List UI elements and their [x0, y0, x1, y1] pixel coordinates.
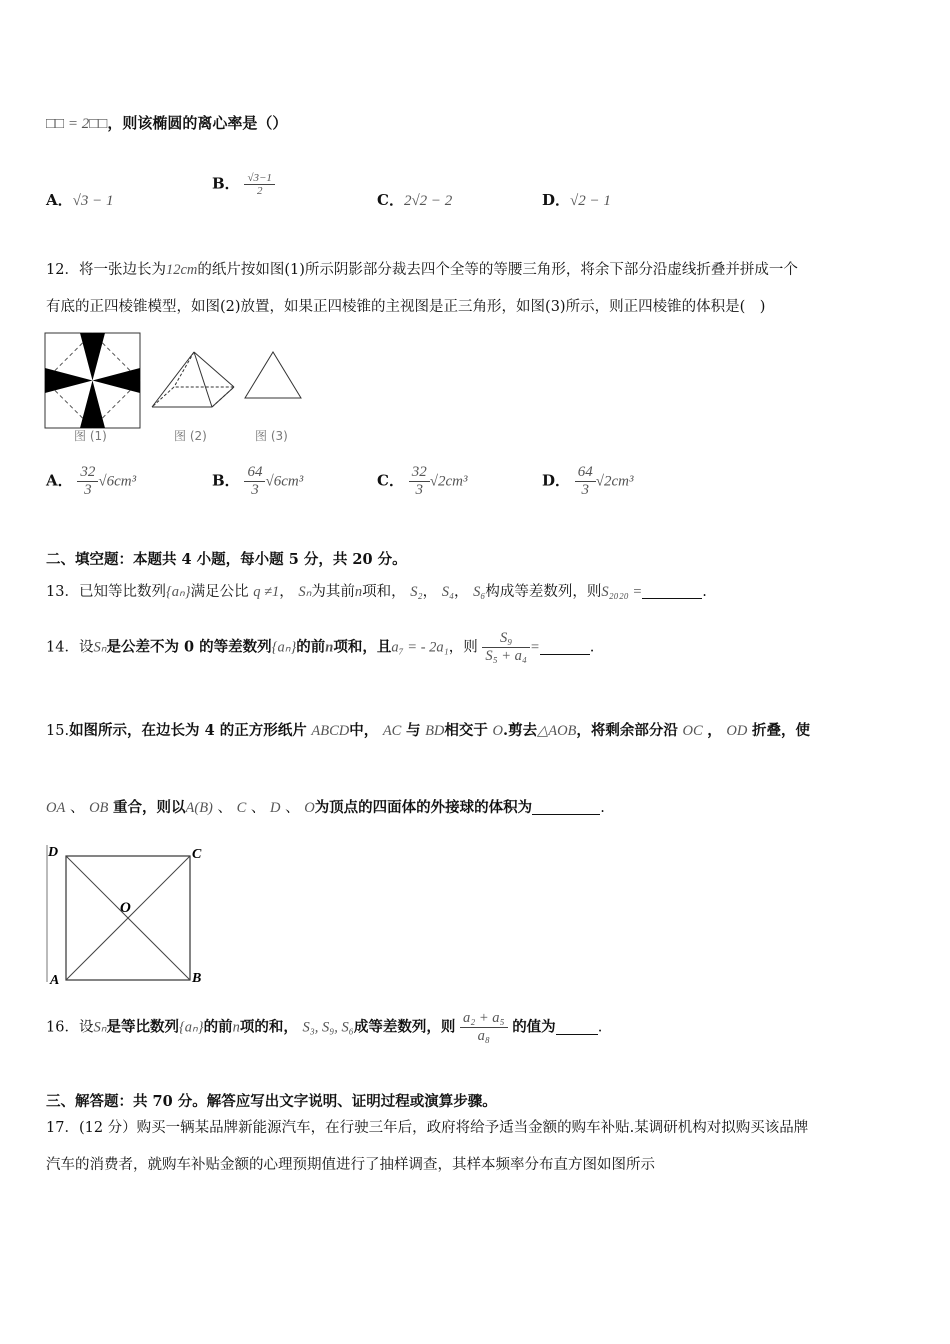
label-d: D: [48, 845, 59, 860]
q12-option-d: D． $\frac{64}{3}$ √2cm³: [542, 464, 634, 498]
q12-figures: [44, 332, 306, 444]
q15-answer-blank: [532, 800, 600, 815]
q17-line1: 17．(12 分）购买一辆某品牌新能源汽车，在行驶三年后，政府将给予适当金额的购车补贴.某调研机构对拟购买该品牌: [46, 1120, 809, 1136]
q12-line2: 有底的正四棱锥模型，如图(2)放置，如果正四棱锥的主视图是正三角形，如图(3)所示，则正四棱锥的体积是( ): [46, 299, 766, 315]
label-c: C: [192, 847, 202, 862]
q12-option-a: A． $\frac{32}{3}$ √6cm³: [46, 464, 137, 498]
figure-2-caption: 图 (2): [174, 429, 207, 443]
vector-expression: □□ = 2□□: [46, 116, 108, 132]
q17-line2: 汽车的消费者，就购车补贴金额的心理预期值进行了抽样调查，其样本频率分布直方图如图所示: [46, 1157, 655, 1173]
q12-unit: 12cm: [165, 262, 198, 278]
q11-tail: ，则该椭圆的离心率是（）: [107, 114, 288, 132]
q15-line1: 15.如图所示，在边长为 4 的正方形纸片 ABCD中， AC 与 BD相交于 O.剪去△AOB，将剩余部分沿 OC ， OD 折叠，使: [46, 722, 810, 739]
q15-square-figure: [44, 840, 214, 990]
q11-option-a: A．√3 − 1: [46, 191, 114, 209]
label-a: A: [50, 973, 60, 988]
q11-option-d: D．√2 − 1: [542, 191, 611, 209]
q12-line1: 12．将一张边长为12cm的纸片按如图(1)所示阴影部分裁去四个全等的等腰三角形，将余下部分沿虚线折叠并拼成一个: [46, 262, 798, 278]
q14: 14．设Sₙ是公差不为 0 的等差数列{aₙ}的前n项和，且a₇ = - 2a₁，则 $\frac{\text{S₉}}{\text{S₅ + a₄}}$ = .: [46, 630, 595, 664]
label-o: O: [120, 900, 131, 916]
q16: 16．设Sₙ是等比数列{aₙ}的前n项的和， S₃, S₉, S₆成等差数列，则 $\frac{\text{a₂ + a₅}}{\text{a₈}}$ 的值为 .: [46, 1010, 603, 1044]
q15-line2: OA 、 OB 重合，则以A(B) 、 C 、 D 、 O为顶点的四面体的外接球的体积为 .: [46, 799, 605, 816]
q13: 13．已知等比数列{aₙ}满足公比 q ≠1， Sₙ为其前n项和， S₂， S₄， S₆构成等差数列，则S₂₀₂₀ = .: [46, 584, 707, 600]
figure-3-caption: 图 (3): [255, 429, 288, 443]
q12-option-b: B． $\frac{64}{3}$ √6cm³: [212, 464, 304, 498]
figure-3-triangle: [245, 352, 301, 398]
q12-option-c: C． $\frac{32}{3}$ √2cm³: [377, 464, 468, 498]
label-b: B: [192, 971, 202, 986]
q16-answer-blank: [556, 1020, 598, 1035]
q11-stem: [46, 112, 287, 133]
q14-answer-blank: [540, 640, 590, 655]
q11-option-c: C．2√2 − 2: [377, 191, 453, 209]
figure-1-square: [45, 333, 140, 428]
section-2-heading: 二、填空题：本题共 4 小题，每小题 5 分，共 20 分。: [46, 551, 407, 568]
q13-answer-blank: [642, 584, 702, 599]
figure-1-caption: 图 (1): [74, 429, 107, 443]
figure-2-pyramid: [152, 352, 234, 407]
q11-option-b: B． $\frac{√3-1}{2}$: [212, 172, 275, 197]
section-3-heading: 三、解答题：共 70 分。解答应写出文字说明、证明过程或演算步骤。: [46, 1093, 497, 1110]
